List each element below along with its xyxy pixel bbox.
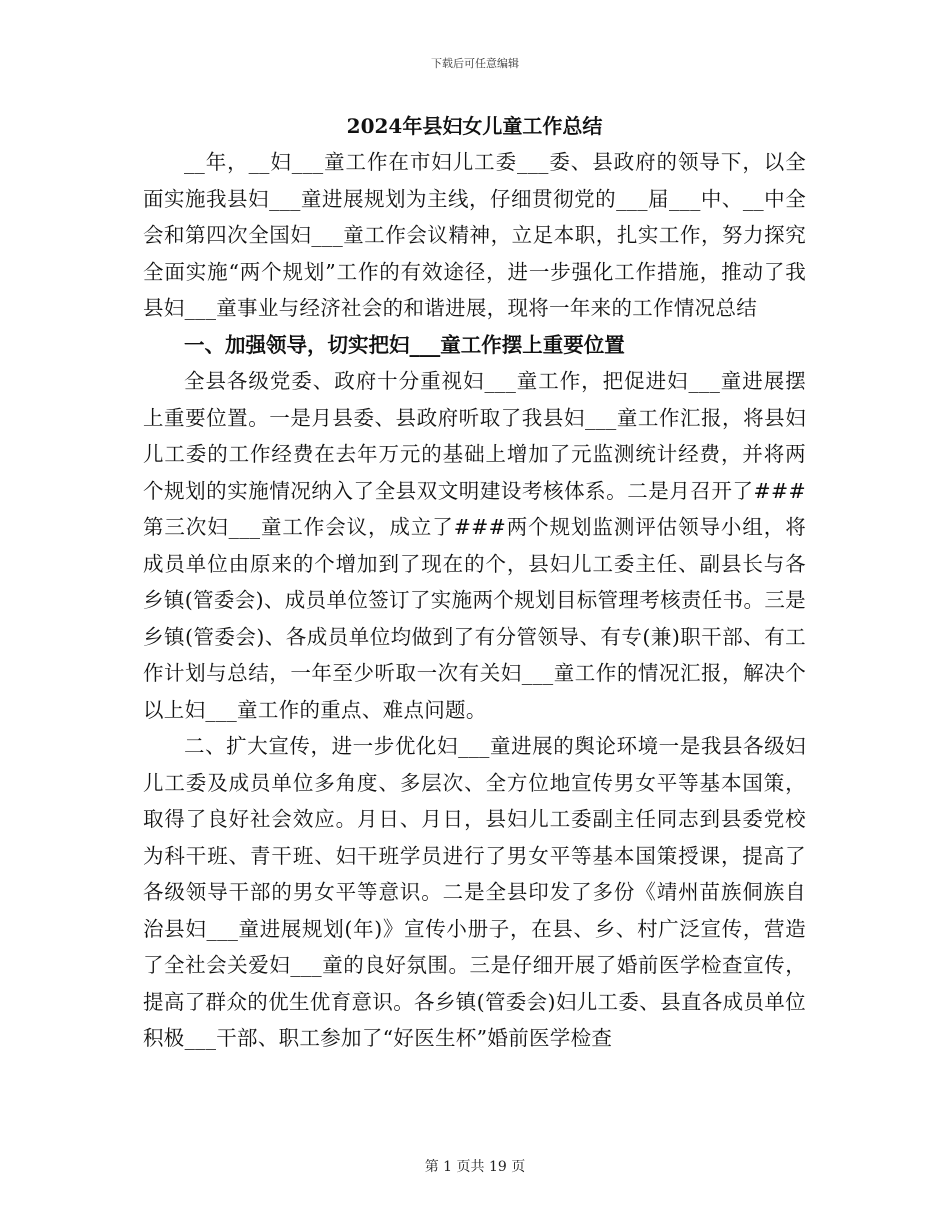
section-1-heading: 一、加强领导，切实把妇___童工作摆上重要位置 — [184, 332, 625, 357]
document-body — [143, 108, 806, 1057]
page-header-note: 下载后可任意编辑 — [431, 57, 519, 70]
intro-paragraph: __年，__妇___童工作在市妇儿工委___委、县政府的领导下，以全面实施我县妇___童进展规划为主线，仔细贯彻党的___届___中、__中全会和第四次全国妇___童工作会议精神，立足本职，扎实工作，努力探究全面实施“两个规划”工作的有效途径，进一步强化工作措施，推动了我县妇___童事业与经济社会的和谐进展，现将一年来的工作情况总结 — [143, 150, 806, 320]
section-2-paragraph: 二、扩大宣传，进一步优化妇___童进展的舆论环境一是我县各级妇儿工委及成员单位多角度、多层次、全方位地宣传男女平等基本国策，取得了良好社会效应。月日、月日，县妇儿工委副主任同志到县委党校为科干班、青干班、妇干班学员进行了男女平等基本国策授课，提高了各级领导干部的男女平等意识。二是全县印发了多份《靖州苗族侗族自治县妇___童进展规划(年)》宣传小册子，在县、乡、村广泛宣传，营造了全社会关爱妇___童的良好氛围。三是仔细开展了婚前医学检查宣传，提高了群众的优生优育意识。各乡镇(管委会)妇儿工委、县直各成员单位积极___干部、职工参加了“好医生杯”婚前医学检查 — [143, 734, 806, 1050]
section-1-paragraph: 全县各级党委、政府十分重视妇___童工作，把促进妇___童进展摆上重要位置。一是月县委、县政府听取了我县妇___童工作汇报，将县妇儿工委的工作经费在去年万元的基础上增加了元监测统计经费，并将两个规划的实施情况纳入了全县双文明建设考核体系。二是月召开了###第三次妇___童工作会议，成立了###两个规划监测评估领导小组，将成员单位由原来的个增加到了现在的个，县妇儿工委主任、副县长与各乡镇(管委会)、成员单位签订了实施两个规划目标管理考核责任书。三是乡镇(管委会)、各成员单位均做到了有分管领导、有专(兼)职干部、有工作计划与总结，一年至少听取一次有关妇___童工作的情况汇报，解决个以上妇___童工作的重点、难点问题。 — [143, 369, 806, 722]
page-number-footer: 第 1 页共 19 页 — [424, 1159, 526, 1175]
document-title: 2024年县妇女儿童工作总结 — [346, 114, 603, 138]
